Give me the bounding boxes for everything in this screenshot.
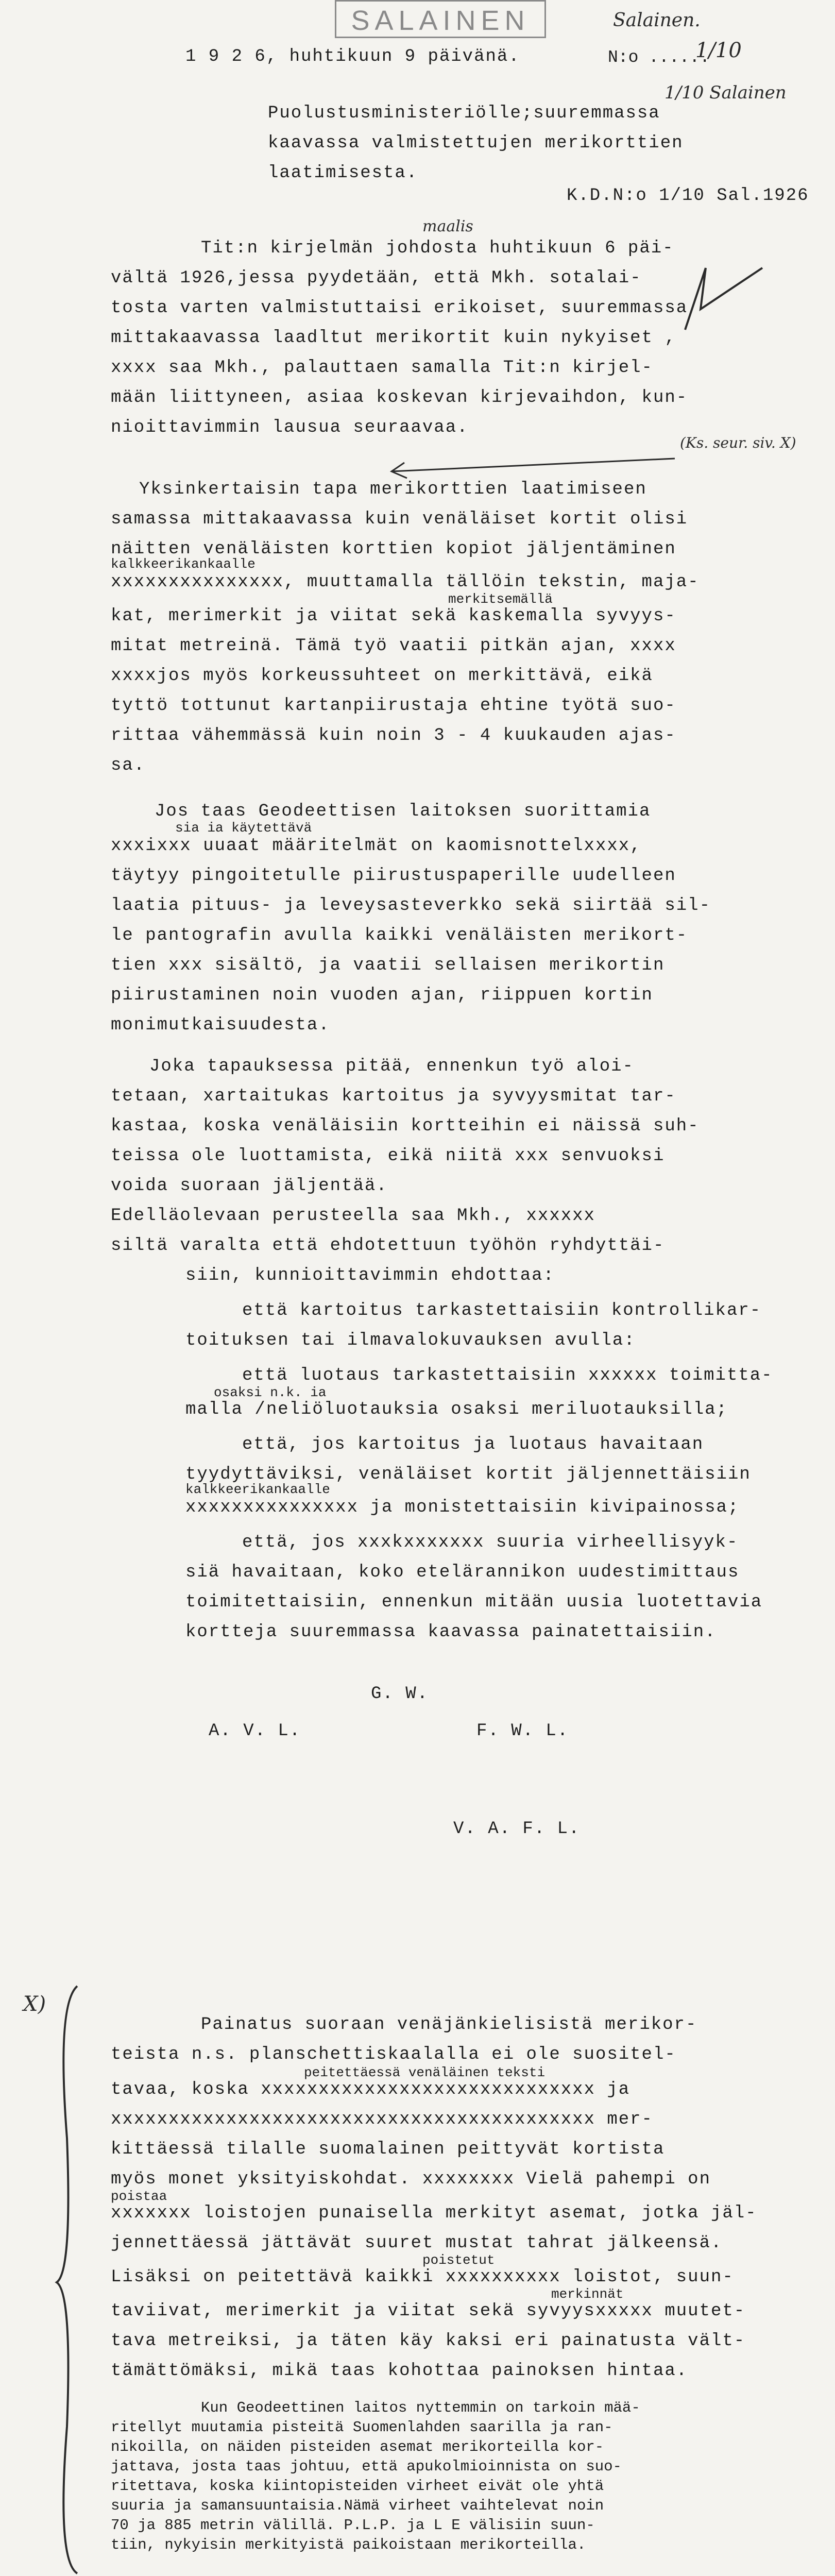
insert-line: sia ia käytettävä: [175, 820, 312, 836]
text-line: xxxxxxxxxxxxxxx ja monistettaisiin kivipainossa;: [185, 1498, 740, 1517]
text-line: kortteja suuremmassa kaavassa painatettaisiin.: [185, 1622, 717, 1642]
text-line: siltä varalta että ehdotettuun työhön ryhdyttäi-: [111, 1236, 665, 1256]
text-line: tetaan, xartaitukas kartoitus ja syvyysmitat tar-: [111, 1087, 676, 1106]
text-line: taviivat, merimerkit ja viitat sekä syvyysxxxxx muutet-: [111, 2301, 746, 2321]
text-line: mitat metreinä. Tämä työ vaatii pitkän ajan, xxxx: [111, 636, 676, 656]
text-line: laatia pituus- ja leveysasteverkko sekä siirtää sil-: [111, 896, 711, 916]
insert-line: merkinnät: [551, 2286, 624, 2302]
margin-brace-icon: [52, 1984, 82, 2576]
text-line: xxxxjos myös korkeussuhteet on merkittävä, eikä: [111, 666, 653, 686]
text-line: nikoilla, on näiden pisteiden asemat merikorteilla kor-: [111, 2438, 604, 2455]
text-line: xxxxxxxxxxxxxxxxxxxxxxxxxxxxxxxxxxxxxxxxxx mer-: [111, 2110, 653, 2129]
insert-line: poistaa: [111, 2189, 167, 2204]
text-line: kat, merimerkit ja viitat sekä kaskemalla syvyys-: [111, 606, 676, 626]
text-line: monimutkaisuudesta.: [111, 1015, 330, 1035]
text-line: tien xxx sisältö, ja vaatii sellaisen merikortin: [111, 956, 665, 975]
text-line: xxxxxxx loistojen punaisella merkityt asemat, jotka jäl-: [111, 2204, 757, 2223]
signature-initials: G. W.: [371, 1684, 429, 1704]
text-line: siin, kunnioittavimmin ehdottaa:: [185, 1266, 555, 1285]
address-line: kaavassa valmistettujen merikorttien: [268, 133, 684, 153]
text-line: Yksinkertaisin tapa merikorttien laatimiseen: [139, 480, 647, 499]
insert-line: osaksi n.k. ia: [214, 1385, 327, 1400]
reference-number: K.D.N:o 1/10 Sal.1926: [567, 186, 809, 206]
text-line: sa.: [111, 756, 146, 775]
text-line: Joka tapauksessa pitää, ennenkun työ aloi-: [149, 1057, 634, 1076]
text-line: ritellyt muutamia pisteitä Suomenlahden saarilla ja ran-: [111, 2419, 613, 2436]
text-line: jennettäessä jättävät suuret mustat tahrat jälkeensä.: [111, 2233, 723, 2253]
handwritten-number: 1/10 Salainen: [664, 82, 787, 103]
text-line: Lisäksi on peitettävä kaikki xxxxxxxxxx loistot, suun-: [111, 2267, 734, 2287]
arrow-line: [391, 459, 675, 471]
handwritten-correction: maalis: [422, 217, 473, 235]
text-line: Jos taas Geodeettisen laitoksen suorittamia: [155, 802, 651, 821]
text-line: rittaa vähemmässä kuin noin 3 - 4 kuukauden ajas-: [111, 726, 676, 745]
signature-initials: A. V. L.: [209, 1721, 301, 1741]
text-line: nioittavimmin lausua seuraavaa.: [111, 418, 469, 437]
text-line: tavaa, koska xxxxxxxxxxxxxxxxxxxxxxxxxxxxx ja: [111, 2080, 630, 2099]
text-line: näitten venäläisten korttien kopiot jäljentäminen: [111, 539, 676, 559]
text-line: Tit:n kirjelmän johdosta huhtikuun 6 päi-: [201, 239, 674, 258]
text-line: mään liittyneen, asiaa koskevan kirjevaihdon, kun-: [111, 388, 688, 408]
text-line: että, jos xxxkxxxxxxx suuria virheellisyyk-: [242, 1533, 739, 1552]
text-line: jattava, josta taas johtuu, että apukolmioinnista on suo-: [111, 2458, 622, 2475]
text-line: toituksen tai ilmavalokuvauksen avulla:: [185, 1331, 636, 1350]
text-line: että kartoitus tarkastettaisiin kontrollikar-: [242, 1301, 762, 1320]
text-line: että, jos kartoitus ja luotaus havaitaan: [242, 1435, 704, 1454]
text-line: ritettava, koska kiintopisteiden virheet eivät ole yhtä: [111, 2478, 604, 2495]
text-line: tyydyttäviksi, venäläiset kortit jäljennettäisiin: [185, 1465, 751, 1484]
insert-line: merkitsemällä: [448, 591, 553, 607]
text-line: tava metreiksi, ja täten käy kaksi eri painatusta vält-: [111, 2331, 746, 2351]
text-line: samassa mittakaavassa kuin venäläiset kortit olisi: [111, 510, 688, 529]
address-line: laatimisesta.: [268, 163, 418, 183]
text-line: mittakaavassa laadltut merikortit kuin nykyiset ,: [111, 328, 676, 348]
text-line: toimitettaisiin, ennenkun mitään uusia luotettavia: [185, 1592, 763, 1612]
text-line: tämättömäksi, mikä taas kohottaa painoksen hintaa.: [111, 2361, 688, 2381]
insert-line: poistetut: [422, 2252, 495, 2268]
text-line: kastaa, koska venäläisiin kortteihin ei näissä suh-: [111, 1116, 700, 1136]
text-line: vältä 1926,jessa pyydetään, että Mkh. sotalai-: [111, 268, 642, 288]
insert-line: peitettäessä venäläinen teksti: [304, 2065, 546, 2080]
margin-note: (Ks. seur. siv. X): [680, 434, 796, 451]
text-line: xxxixxx uuaat määritelmät on kaomisnottelxxxx,: [111, 836, 642, 856]
text-line: Kun Geodeettinen laitos nyttemmin on tarkoin mää-: [201, 2399, 640, 2416]
secret-stamp: SALAINEN: [335, 0, 546, 38]
text-line: suuria ja samansuuntaisia.Nämä virheet vaihtelevat noin: [111, 2497, 604, 2514]
text-line: xxxx saa Mkh., palauttaen samalla Tit:n kirjel-: [111, 358, 653, 378]
number-value: 1/10: [695, 39, 742, 62]
text-line: täytyy pingoitetulle piirustuspaperille uudelleen: [111, 866, 676, 886]
check-mark-icon: [685, 268, 762, 330]
text-line: myös monet yksityiskohdat. xxxxxxxx Vielä pahempi on: [111, 2170, 711, 2189]
text-line: piirustaminen noin vuoden ajan, riippuen kortin: [111, 986, 653, 1005]
handwritten-secret: Salainen.: [613, 10, 701, 31]
text-line: siä havaitaan, koko etelärannikon uudestimittaus: [185, 1563, 740, 1582]
insert-line: kalkkeerikankaalle: [185, 1482, 330, 1497]
text-line: malla /neliöluotauksia osaksi meriluotauksilla;: [185, 1400, 728, 1419]
address-line: Puolustusministeriölle;suuremmassa: [268, 104, 660, 123]
text-line: kittäessä tilalle suomalainen peittyvät kortista: [111, 2140, 665, 2159]
text-line: tyttö tottunut kartanpiirustaja ehtine työtä suo-: [111, 696, 676, 716]
text-line: että luotaus tarkastettaisiin xxxxxx toimitta-: [242, 1366, 773, 1385]
text-line: le pantografin avulla kaikki venäläisten merikort-: [111, 926, 688, 945]
text-line: Edelläolevaan perusteella saa Mkh., xxxxxx: [111, 1206, 595, 1226]
text-line: voida suoraan jäljentää.: [111, 1176, 388, 1196]
date-line: 1 9 2 6, huhtikuun 9 päivänä.: [185, 47, 520, 66]
text-line: teista n.s. planschettiskaalalla ei ole suositel-: [111, 2045, 676, 2064]
text-line: tiin, nykyisin merkityistä paikoistaan merikorteilla.: [111, 2536, 586, 2553]
text-line: tosta varten valmistuttaisi erikoiset, suuremmassa: [111, 298, 688, 318]
text-line: teissa ole luottamista, eikä niitä xxx senvuoksi: [111, 1146, 665, 1166]
text-line: xxxxxxxxxxxxxxx, muuttamalla tällöin tekstin, maja-: [111, 572, 700, 592]
number-label: N:o ......: [608, 48, 710, 67]
insert-line: kalkkeerikankaalle: [111, 556, 255, 572]
signature-initials: V. A. F. L.: [453, 1819, 581, 1839]
text-line: Painatus suoraan venäjänkielisistä merikor-: [201, 2015, 697, 2035]
text-line: 70 ja 885 metrin välillä. P.L.P. ja L E välisiin suun-: [111, 2517, 595, 2534]
signature-initials: F. W. L.: [476, 1721, 569, 1741]
margin-x-mark: X): [23, 1992, 46, 2016]
